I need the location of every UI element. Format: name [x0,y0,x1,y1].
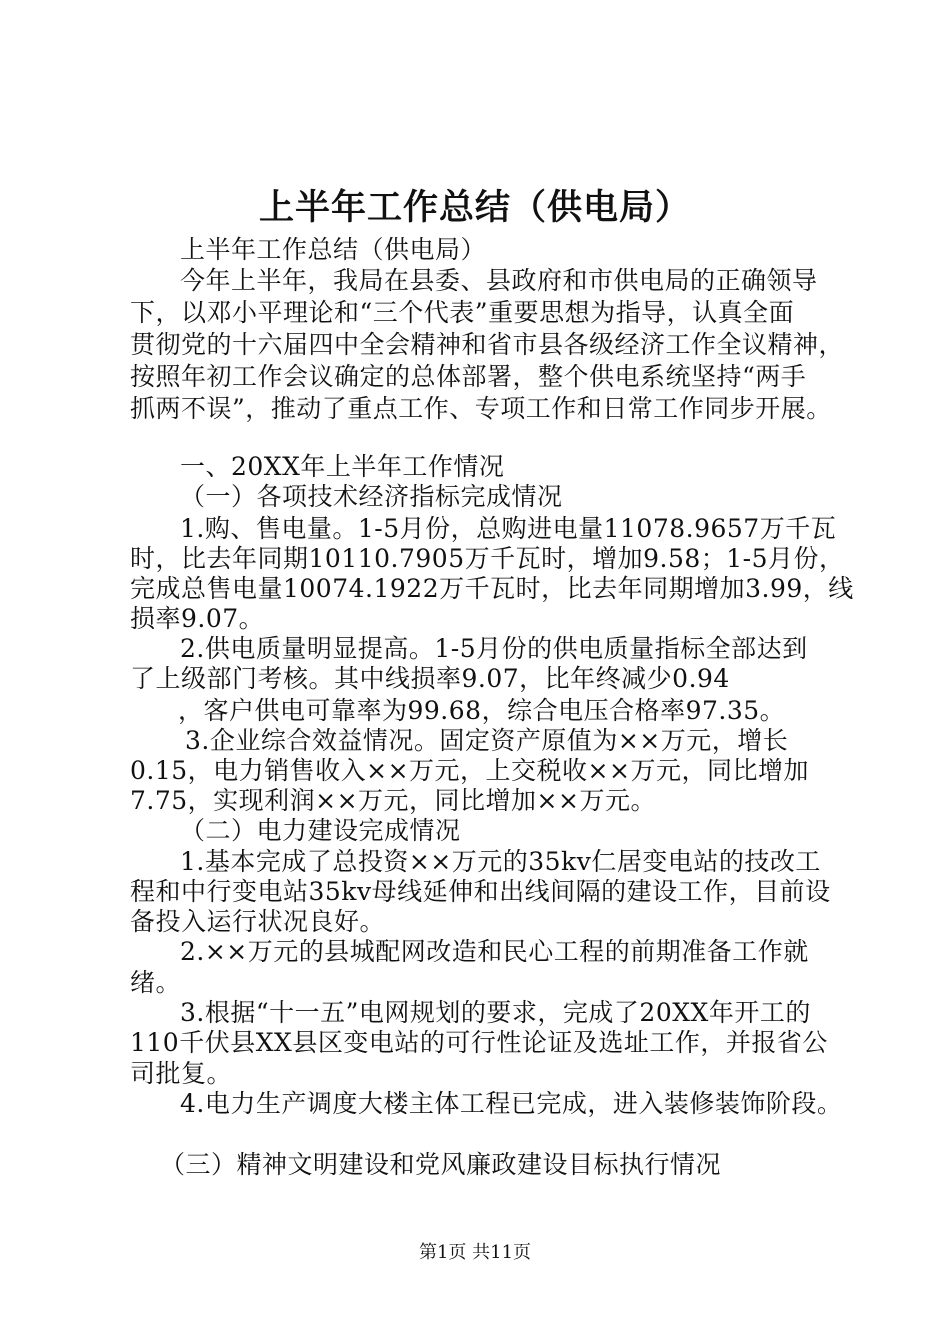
body-line: 上半年工作总结（供电局） [180,235,487,264]
section-heading: 一、20XX年上半年工作情况 [180,452,505,481]
body-line: 时，比去年同期10110.7905万千瓦时，增加9.58；1-5月份， [130,544,845,573]
subsection-heading: （一）各项技术经济指标完成情况 [180,482,563,511]
body-line: 4.电力生产调度大楼主体工程已完成，进入装修装饰阶段。 [180,1089,843,1118]
body-line: 绪。 [130,968,182,997]
body-line: 下，以邓小平理论和“三个代表”重要思想为指导，认真全面 [130,298,795,327]
subsection-heading: （三）精神文明建设和党风廉政建设目标执行情况 [160,1150,722,1179]
body-line: 3.企业综合效益情况。固定资产原值为××万元，增长 [185,726,789,755]
body-line: 贯彻党的十六届四中全会精神和省市县各级经济工作全议精神， [130,330,845,359]
body-line: 今年上半年，我局在县委、县政府和市供电局的正确领导 [180,266,818,295]
body-line: 司批复。 [130,1059,233,1088]
body-line: 抓两不误”，推动了重点工作、专项工作和日常工作同步开展。 [130,394,832,423]
body-line: 2.供电质量明显提高。1-5月份的供电质量指标全部达到 [180,634,808,663]
body-line: 1.购、售电量。1-5月份，总购进电量11078.9657万千瓦 [180,514,837,543]
body-line: 按照年初工作会议确定的总体部署，整个供电系统坚持“两手 [130,362,807,391]
body-line: 1.基本完成了总投资××万元的35kv仁居变电站的技改工 [180,847,821,876]
body-line: 了上级部门考核。其中线损率9.07，比年终减少0.94 [130,664,730,693]
body-line: 3.根据“十一五”电网规划的要求，完成了20XX年开工的 [180,998,811,1027]
body-line: 备投入运行状况良好。 [130,907,386,936]
body-line: 程和中行变电站35kv母线延伸和出线间隔的建设工作，目前设 [130,877,831,906]
body-line: 2.××万元的县城配网改造和民心工程的前期准备工作就 [180,937,809,966]
body-line: 损率9.07。 [130,604,265,633]
body-line: 0.15，电力销售收入××万元，上交税收××万元，同比增加 [130,756,809,785]
body-line: ，客户供电可靠率为99.68，综合电压合格率97.35。 [178,696,786,725]
subsection-heading: （二）电力建设完成情况 [180,816,461,845]
document-title: 上半年工作总结（供电局） [258,187,691,228]
body-line: 完成总售电量10074.1922万千瓦时，比去年同期增加3.99，线 [130,574,854,603]
body-line: 110千伏县XX县区变电站的可行性论证及选址工作，并报省公 [130,1028,828,1057]
body-line: 7.75，实现利润××万元，同比增加××万元。 [130,786,656,815]
page-footer: 第1页 共11页 [418,1242,532,1263]
